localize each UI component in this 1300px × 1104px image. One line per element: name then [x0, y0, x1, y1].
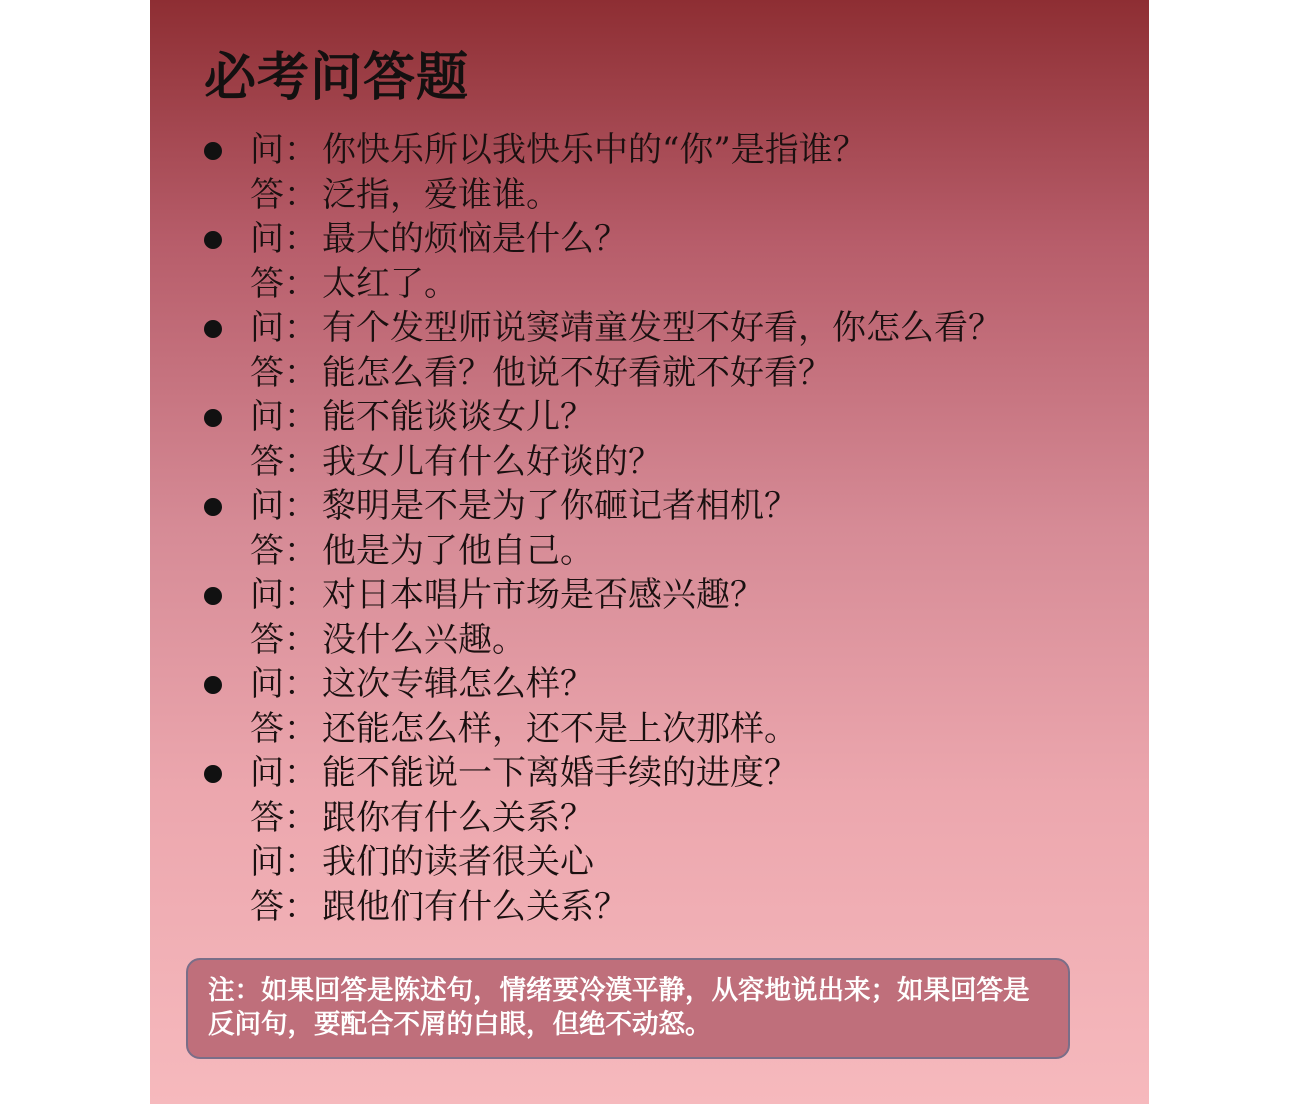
qa-text: 我女儿有什么好谈的？ [322, 441, 662, 482]
qa-prefix: 答： [250, 352, 318, 393]
qa-text: 没什么兴趣。 [322, 619, 526, 660]
qa-line [200, 885, 1120, 930]
qa-text: 黎明是不是为了你砸记者相机？ [322, 486, 798, 526]
qa-prefix: 答： [250, 174, 318, 215]
qa-text: 这次专辑怎么样？ [322, 664, 594, 704]
qa-text: 能不能说一下离婚手续的进度？ [322, 753, 798, 793]
qa-text: 太红了。 [322, 263, 458, 304]
qa-prefix: 答： [250, 441, 318, 482]
qa-prefix: 问： [250, 486, 318, 526]
qa-line [200, 128, 1120, 173]
qa-prefix: 问： [250, 397, 318, 437]
qa-text: 还能怎么样，还不是上次那样。 [322, 708, 798, 749]
qa-prefix: 问： [250, 219, 318, 259]
qa-text: 我们的读者很关心 [322, 842, 594, 882]
qa-text: 能不能谈谈女儿？ [322, 397, 594, 437]
qa-line [200, 529, 1120, 574]
qa-line [200, 351, 1120, 396]
qa-prefix: 答： [250, 619, 318, 660]
qa-text: 他是为了他自己。 [322, 530, 594, 571]
qa-text: 泛指，爱谁谁。 [322, 174, 560, 215]
qa-prefix: 答： [250, 797, 318, 838]
slide [150, 0, 1149, 1104]
qa-prefix: 问： [250, 664, 318, 704]
qa-list [200, 128, 1120, 929]
qa-line [200, 573, 1120, 618]
qa-text: 跟他们有什么关系？ [322, 886, 628, 927]
bullet-icon [204, 765, 222, 783]
qa-line [200, 262, 1120, 307]
note-box: 注：如果回答是陈述句，情绪要冷漠平静，从容地说出来；如果回答是反问句，要配合不屑的白眼，但绝不动怒。 [186, 958, 1070, 1059]
qa-prefix: 问： [250, 842, 318, 882]
bullet-icon [204, 231, 222, 249]
qa-line [200, 173, 1120, 218]
qa-line [200, 751, 1120, 796]
qa-line [200, 306, 1120, 351]
qa-prefix: 问： [250, 308, 318, 348]
qa-prefix: 问： [250, 575, 318, 615]
qa-prefix: 问： [250, 130, 318, 170]
qa-text: 最大的烦恼是什么？ [322, 219, 628, 259]
qa-prefix: 答： [250, 263, 318, 304]
qa-prefix: 答： [250, 530, 318, 571]
bullet-icon [204, 587, 222, 605]
qa-line [200, 707, 1120, 752]
qa-line [200, 840, 1120, 885]
qa-line [200, 217, 1120, 262]
qa-text: 对日本唱片市场是否感兴趣？ [322, 575, 764, 615]
bullet-icon [204, 409, 222, 427]
bullet-icon [204, 498, 222, 516]
bullet-icon [204, 676, 222, 694]
page-title: 必考问答题 [204, 47, 470, 108]
qa-text: 跟你有什么关系？ [322, 797, 594, 838]
bullet-icon [204, 142, 222, 160]
qa-line [200, 796, 1120, 841]
qa-text: 有个发型师说窦靖童发型不好看，你怎么看？ [322, 308, 1002, 348]
qa-text: 你快乐所以我快乐中的“你”是指谁？ [322, 130, 867, 170]
qa-text: 能怎么看？他说不好看就不好看？ [322, 352, 832, 393]
qa-prefix: 问： [250, 753, 318, 793]
qa-line [200, 662, 1120, 707]
qa-line [200, 484, 1120, 529]
qa-line [200, 395, 1120, 440]
qa-line [200, 618, 1120, 663]
bullet-icon [204, 320, 222, 338]
qa-line [200, 440, 1120, 485]
qa-prefix: 答： [250, 886, 318, 927]
qa-prefix: 答： [250, 708, 318, 749]
